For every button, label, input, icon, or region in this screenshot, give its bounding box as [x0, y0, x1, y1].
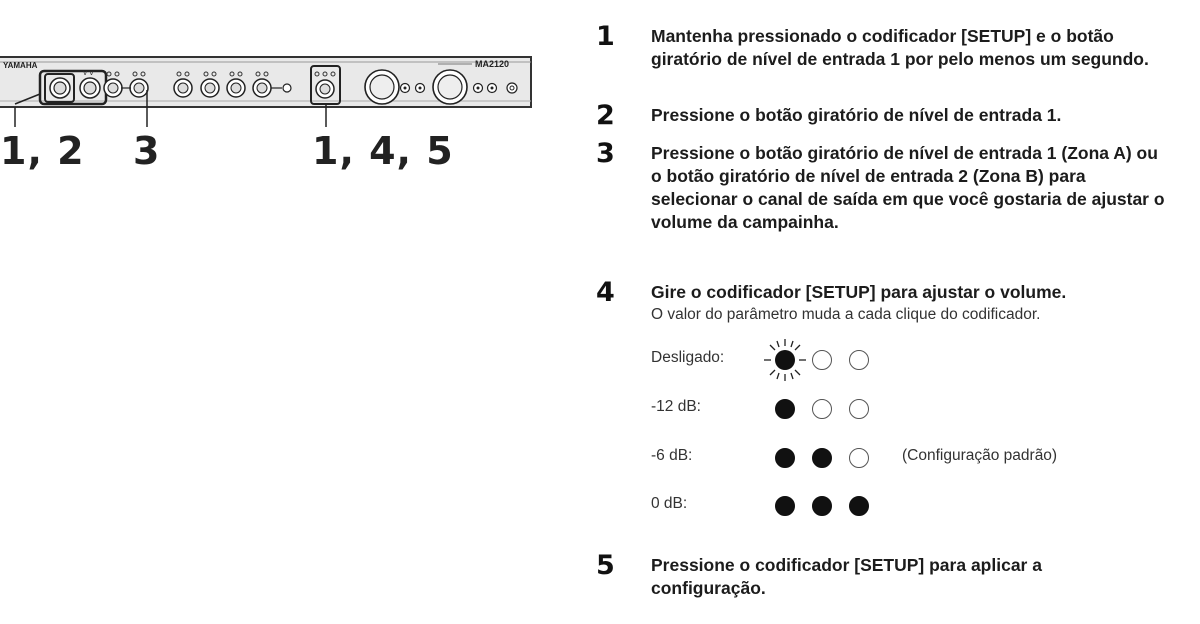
led-off-icon: [812, 399, 832, 419]
step-text: Pressione o botão giratório de nível de entrada 1 (Zona A) ou o botão giratório de nível de entrada 2 (Zona B) para selecionar o canal de saída em que você gostaria de ajustar o volume da campainha.: [651, 143, 1165, 232]
default-setting-note: (Configuração padrão): [902, 447, 1058, 464]
volume-row-off: [651, 345, 1191, 375]
led-off-icon: [812, 350, 832, 370]
model-name: MA2120: [475, 59, 510, 69]
power-indicator: [507, 83, 517, 93]
brand-logo: YAMAHA: [3, 61, 38, 70]
input-level-knob-5[interactable]: [174, 79, 192, 97]
blinking-led-icon: [763, 338, 807, 382]
input-level-knob-8[interactable]: [253, 79, 271, 97]
step-text: Gire o codificador [SETUP] para ajustar o volume.: [651, 282, 1067, 302]
step-number: 2: [596, 100, 615, 131]
led-on-icon: [775, 448, 795, 468]
input-level-knob-3[interactable]: [104, 79, 122, 97]
volume-label: 0 dB:: [651, 495, 688, 512]
step-text: Pressione o codificador [SETUP] para aplicar a configuração.: [651, 555, 1042, 598]
step-number: 4: [596, 277, 615, 308]
step-1: [596, 21, 1196, 71]
input-level-knob-6[interactable]: [201, 79, 219, 97]
led-on-icon: [812, 496, 832, 516]
input-level-knob-2[interactable]: [80, 78, 100, 98]
volume-label: -6 dB:: [651, 447, 693, 464]
callout-step-3: 3: [133, 129, 161, 173]
volume-row-minus-6db: [651, 443, 1191, 473]
volume-label: -12 dB:: [651, 398, 701, 415]
callout-steps-1-2: 1, 2: [0, 129, 85, 173]
step-number: 5: [596, 550, 615, 581]
input-level-knob-4[interactable]: [130, 79, 148, 97]
led-on-icon: [849, 496, 869, 516]
setup-encoder[interactable]: [316, 80, 334, 98]
led-on-icon: [775, 496, 795, 516]
volume-row-minus-12db: [651, 394, 1191, 424]
small-jack: [283, 84, 291, 92]
led-on-icon: [775, 399, 795, 419]
led-off-icon: [849, 350, 869, 370]
step-2: [596, 100, 1196, 131]
step-4: [596, 277, 1196, 325]
led-off-icon: [849, 399, 869, 419]
led-off-icon: [849, 448, 869, 468]
step-text: Mantenha pressionado o codificador [SETUP] e o botão giratório de nível de entrada 1 por pelo menos um segundo.: [651, 26, 1149, 69]
step-3: [596, 138, 1196, 234]
step-5: [596, 550, 1196, 600]
zone-b-volume-knob[interactable]: [433, 70, 467, 104]
input-level-knob-7[interactable]: [227, 79, 245, 97]
step-number: 3: [596, 138, 615, 169]
device-panel-illustration: [0, 0, 560, 140]
callout-steps-1-4-5: 1, 4, 5: [312, 129, 454, 173]
svg-text:v v: v v: [83, 69, 94, 77]
led-on-icon: [812, 448, 832, 468]
step-text: Pressione o botão giratório de nível de entrada 1.: [651, 105, 1062, 125]
zone-a-volume-knob[interactable]: [365, 70, 399, 104]
volume-label: Desligado:: [651, 349, 725, 366]
device-front-panel: [0, 0, 560, 173]
volume-row-0db: [651, 491, 1191, 521]
input-level-knob-1[interactable]: [50, 78, 70, 98]
step-subtext: O valor do parâmetro muda a cada clique do codificador.: [651, 306, 1041, 323]
step-number: 1: [596, 21, 615, 52]
